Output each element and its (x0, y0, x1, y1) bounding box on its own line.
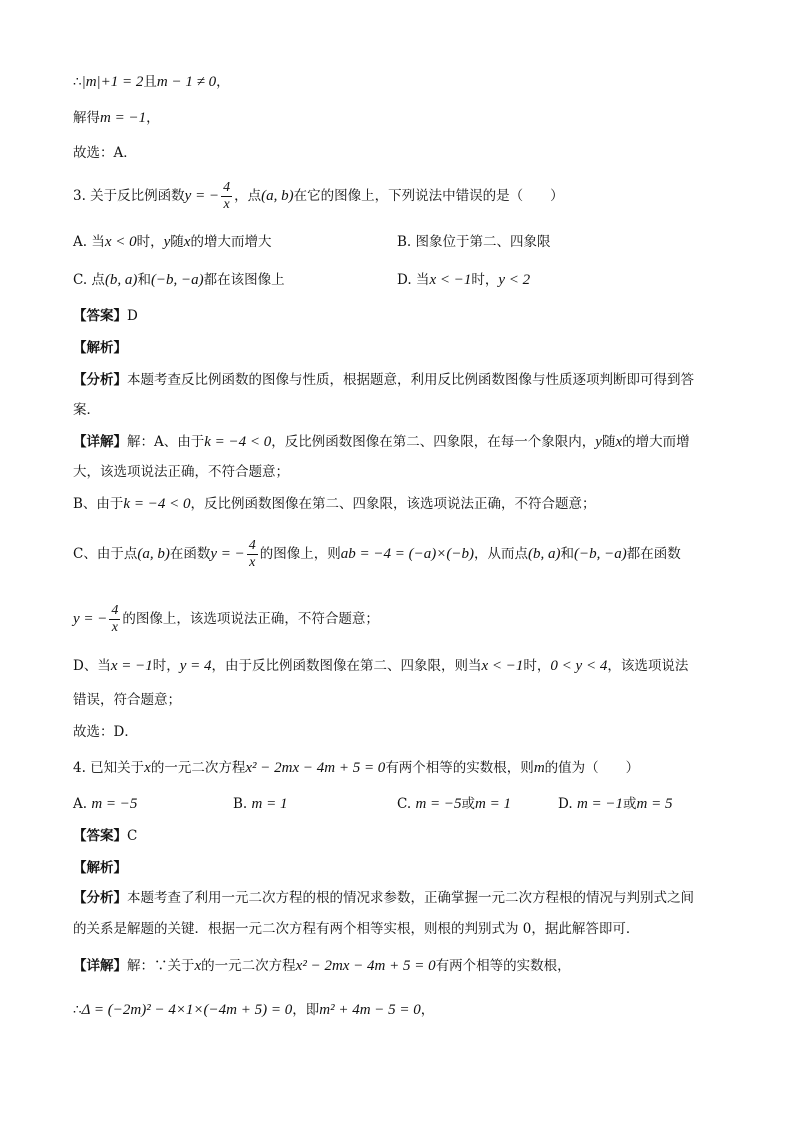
explain-c-line2 (73, 603, 379, 636)
option-3d (397, 270, 530, 290)
text: ， (146, 110, 160, 126)
text: 的图像上，该选项说法正确，不符合题意； (122, 611, 379, 627)
formula: m (533, 760, 545, 776)
text: 在函数 (169, 546, 211, 562)
answer-4 (73, 826, 137, 846)
text: 本题考查了利用一元二次方程的根的情况求参数，正确掌握一元二次方程根的情况与判别式之间 (127, 890, 694, 906)
formula: m = 1 (475, 796, 511, 812)
formula: y (163, 234, 171, 250)
line-abs-condition (73, 72, 230, 92)
xiangjie-4-line1 (73, 956, 571, 976)
formula: y = − (73, 611, 108, 627)
fraction (109, 603, 120, 636)
text: 随 (170, 234, 184, 250)
text: 解得 (73, 110, 100, 126)
text: 且 (143, 74, 157, 90)
fenxi-3-line2: 案． (73, 402, 100, 418)
formula: x < 0 (104, 234, 137, 250)
line-choose-d: 故选：D． (73, 724, 138, 740)
formula: (−b, −a) (573, 546, 627, 562)
formula: |m|+1 = 2 (81, 74, 144, 90)
text: 的图像上，则 (259, 546, 341, 562)
text: 和 (137, 272, 151, 288)
answer-tag: 【答案】 (73, 308, 127, 324)
line-choose-a: 故选：A． (73, 145, 137, 161)
formula: k = −4 < 0 (123, 496, 191, 512)
answer-value: D (127, 308, 138, 324)
text: ，点 (234, 188, 262, 204)
denominator: x (111, 620, 119, 635)
formula: ab = −4 = (−a)×(−b) (340, 546, 474, 562)
text: 的一元二次方程 (150, 760, 246, 776)
formula: m = −1 (576, 796, 624, 812)
text: A. (73, 796, 88, 812)
text: 和 (560, 546, 574, 562)
xiangjie-3-line1 (73, 432, 690, 452)
denominator: x (223, 197, 230, 212)
text: 时， (523, 658, 551, 674)
numerator: 4 (111, 603, 119, 618)
therefore-symbol: ∴ (73, 1002, 82, 1018)
formula: Δ = (−2m)² − 4×1×(−4m + 5) = 0 (81, 1002, 293, 1018)
formula: 0 < y < 4 (550, 658, 608, 674)
formula: y < 2 (498, 272, 531, 288)
text: ， (420, 1002, 435, 1018)
xiangjie-tag: 【详解】 (73, 434, 127, 450)
formula: k = −4 < 0 (204, 434, 272, 450)
xiangjie-tag: 【详解】 (73, 958, 127, 974)
denominator: x (249, 555, 256, 570)
explain-c-line1 (73, 538, 681, 571)
explain-d-line1 (73, 656, 688, 676)
formula: m = 5 (636, 796, 673, 812)
option-4c (397, 794, 511, 814)
option-4a (73, 794, 137, 814)
formula: y = − (210, 546, 245, 562)
therefore-symbol: ∴ (73, 74, 82, 90)
text: ，由于反比例函数图像在第二、四象限，则当 (211, 658, 482, 674)
text: 解：A、由于 (127, 434, 205, 450)
formula: y = 4 (179, 658, 212, 674)
formula: m = −1 (100, 110, 147, 126)
analysis-tag: 【解析】 (73, 340, 127, 356)
text: 都在函数 (626, 546, 681, 562)
text: 的一元二次方程 (201, 958, 296, 974)
formula: x = −1 (110, 658, 153, 674)
formula: m = −5 (415, 796, 462, 812)
formula: m² + 4m − 5 = 0 (319, 1002, 421, 1018)
numerator: 4 (223, 180, 231, 195)
text: 的增大而增大 (190, 234, 272, 250)
text: 都在该图像上 (203, 272, 285, 288)
discriminant-line (73, 1000, 434, 1020)
xiangjie-3-line2: 大，该选项说法正确，不符合题意； (73, 464, 289, 480)
text: C. 点 (73, 272, 105, 288)
formula: y (595, 434, 602, 450)
option-3c (73, 270, 285, 290)
text: D、当 (73, 658, 111, 674)
fraction (247, 538, 258, 571)
text: 3. 关于反比例函数 (73, 188, 185, 204)
text: 解：∵关于 (127, 958, 195, 974)
formula: (b, a) (104, 272, 138, 288)
fenxi-4-line2: 的关系是解题的关键．根据一元二次方程有两个相等实根，则根的判别式为 0，据此解答即可． (73, 921, 640, 937)
text: 随 (601, 434, 616, 450)
text: 或 (461, 796, 476, 812)
analysis-tag: 【解析】 (73, 860, 127, 876)
text: 时， (136, 234, 164, 250)
text: 在它的图像上，下列说法中错误的是（ ） (293, 188, 564, 204)
answer-value: C (127, 828, 138, 844)
text: C. (397, 796, 412, 812)
text: ，该选项说法 (607, 658, 689, 674)
formula: x (615, 434, 623, 450)
formula: x < −1 (481, 658, 524, 674)
formula: m = 1 (251, 796, 288, 812)
option-4d (558, 794, 672, 814)
text: 的值为（ ） (544, 760, 640, 776)
text: C、由于点 (73, 546, 138, 562)
analysis-tag-4 (73, 858, 127, 878)
text: ，反比例函数图像在第二、四象限，在每一个象限内， (271, 434, 596, 450)
text: ，从而点 (473, 546, 528, 562)
option-4b (233, 794, 287, 814)
formula: (−b, −a) (150, 272, 204, 288)
formula: (b, a) (527, 546, 561, 562)
text: 时， (152, 658, 180, 674)
text: 时， (471, 272, 499, 288)
option-3a (73, 232, 271, 252)
text: 本题考查反比例函数的图像与性质，根据题意，利用反比例函数图像与性质逐项判断即可得到答 (127, 372, 694, 388)
formula: x (183, 234, 191, 250)
explain-d-line2: 错误，符合题意； (73, 692, 181, 708)
formula: x (144, 760, 151, 776)
text: D. (558, 796, 573, 812)
analysis-tag-3 (73, 338, 127, 358)
formula: y = − (184, 188, 220, 204)
formula: x < −1 (429, 272, 472, 288)
fraction (221, 180, 232, 213)
formula: (a, b) (261, 188, 294, 204)
fenxi-tag: 【分析】 (73, 890, 127, 906)
option-3b: B. 图象位于第二、四象限 (397, 234, 551, 250)
text: B. (233, 796, 248, 812)
fenxi-4-line1 (73, 888, 694, 908)
text: 4. 已知关于 (73, 760, 145, 776)
line-solve (73, 108, 160, 128)
text: 有两个相等的实数根， (435, 958, 571, 974)
text: ，即 (292, 1002, 320, 1018)
fenxi-tag: 【分析】 (73, 372, 127, 388)
explain-b (73, 494, 595, 514)
answer-tag: 【答案】 (73, 828, 127, 844)
numerator: 4 (248, 538, 256, 553)
text: ， (216, 74, 230, 90)
text: ，反比例函数图像在第二、四象限，该选项说法正确，不符合题意； (190, 496, 596, 512)
answer-3 (73, 306, 138, 326)
text: 有两个相等的实数根，则 (385, 760, 534, 776)
text: 的增大而增 (622, 434, 690, 450)
text: B、由于 (73, 496, 124, 512)
formula: x² − 2mx − 4m + 5 = 0 (295, 958, 436, 974)
formula: x (194, 958, 202, 974)
text: A. 当 (73, 234, 105, 250)
formula: m − 1 ≠ 0 (156, 74, 217, 90)
text: 或 (623, 796, 637, 812)
formula: x² − 2mx − 4m + 5 = 0 (245, 760, 386, 776)
question-3 (73, 180, 564, 213)
text: D. 当 (397, 272, 430, 288)
formula: m = −5 (91, 796, 138, 812)
formula: (a, b) (137, 546, 170, 562)
question-4 (73, 758, 639, 778)
fenxi-3-line1 (73, 370, 694, 390)
